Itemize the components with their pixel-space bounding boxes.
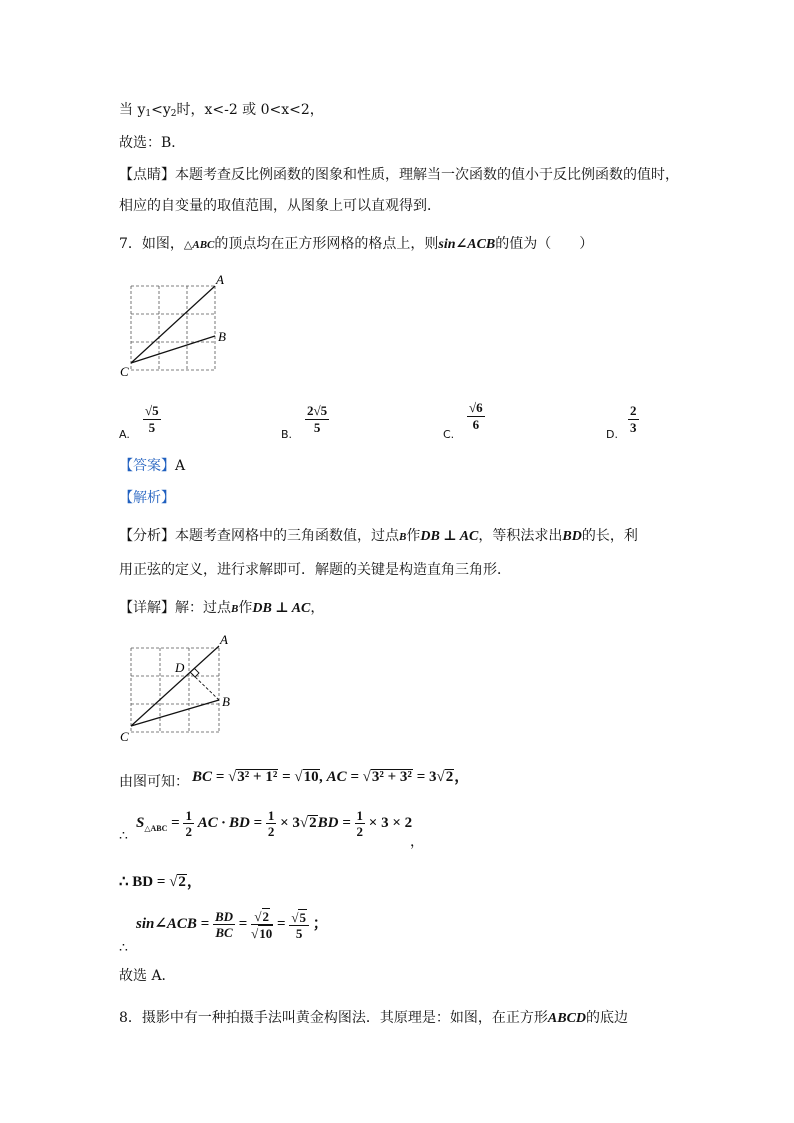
text-line: 当 $y_1<y_2$时，x<-2 或 0<x<2， bbox=[119, 102, 324, 119]
option-a-letter[interactable]: A. bbox=[119, 428, 130, 441]
question-7: 7．如图，△ABC的顶点均在正方形网格的格点上，则sin∠ACB的值为（ ） bbox=[119, 236, 594, 252]
comma: ， bbox=[410, 834, 424, 850]
equation-bd: ∴ BD = √2， bbox=[119, 874, 202, 890]
analysis-line-2: 用正弦的定义，进行求解即可．解题的关键是构造直角三角形． bbox=[119, 562, 511, 578]
answer-line: 【答案】A bbox=[119, 458, 186, 474]
therefore-symbol-2: ∴ bbox=[119, 940, 128, 956]
final-answer: 故选 A． bbox=[119, 968, 176, 984]
label-c: C bbox=[120, 729, 129, 744]
label-c: C bbox=[120, 364, 129, 379]
segment-ca bbox=[131, 646, 219, 726]
question-8: 8．摄影中有一种拍摄手法叫黄金构图法．其原理是：如图，在正方形ABCD的底边 bbox=[119, 1010, 629, 1026]
solution-intro: 由图可知： bbox=[119, 774, 189, 790]
segment-ca bbox=[131, 286, 215, 363]
analysis-title: 【解析】 bbox=[119, 490, 175, 506]
equation-bc-ac: BC = √3² + 1² = √10, AC = √3² + 3² = 3√2， bbox=[192, 769, 470, 785]
label-b: B bbox=[222, 694, 230, 709]
label-a: A bbox=[220, 632, 228, 647]
equation-sin: sin∠ACB = $\frac{BD}{BC}$ = $\frac{√2}{√10}$ = $\frac{√5}{5}$ ； bbox=[136, 909, 328, 941]
label-a: A bbox=[216, 272, 224, 287]
label-b: B bbox=[218, 329, 226, 344]
analysis-line-1: 【分析】本题考查网格中的三角函数值，过点B作DB ⊥ AC，等积法求出BD的长，利 bbox=[119, 528, 638, 544]
text-line: 【点睛】本题考查反比例函数的图象和性质，理解当一次函数的值小于反比例函数的值时， bbox=[119, 167, 679, 183]
segment-cb bbox=[131, 700, 219, 726]
text-line: 故选：B． bbox=[119, 135, 186, 151]
therefore-symbol: ∴ bbox=[119, 828, 128, 844]
option-c-fraction[interactable]: $\frac{√6}{6}$ bbox=[469, 400, 483, 432]
grid-figure-2 bbox=[116, 630, 241, 745]
option-a-fraction[interactable]: $\frac{√5}{5}$ bbox=[145, 403, 159, 435]
text-line: 相应的自变量的取值范围，从图象上可以直观得到． bbox=[119, 198, 441, 214]
option-d-fraction[interactable]: $\frac{2}{3}$ bbox=[630, 403, 637, 435]
label-d: D bbox=[175, 660, 185, 675]
detail-line: 【详解】解：过点B作DB ⊥ AC， bbox=[119, 600, 325, 616]
option-b-fraction[interactable]: $\frac{2√5}{5}$ bbox=[307, 403, 328, 435]
equation-area: $S_{\triangle ABC}$ = $\frac{1}{2}$ AC · BD = $\frac{1}{2}$ × 3√2BD = $\frac{1}{2}$ × 3 × 2 bbox=[136, 808, 413, 839]
option-d-letter[interactable]: D. bbox=[606, 428, 618, 441]
option-b-letter[interactable]: B. bbox=[281, 428, 293, 441]
grid-figure-1 bbox=[116, 270, 236, 380]
segment-cb bbox=[131, 336, 215, 363]
option-c-letter[interactable]: C. bbox=[443, 428, 455, 441]
